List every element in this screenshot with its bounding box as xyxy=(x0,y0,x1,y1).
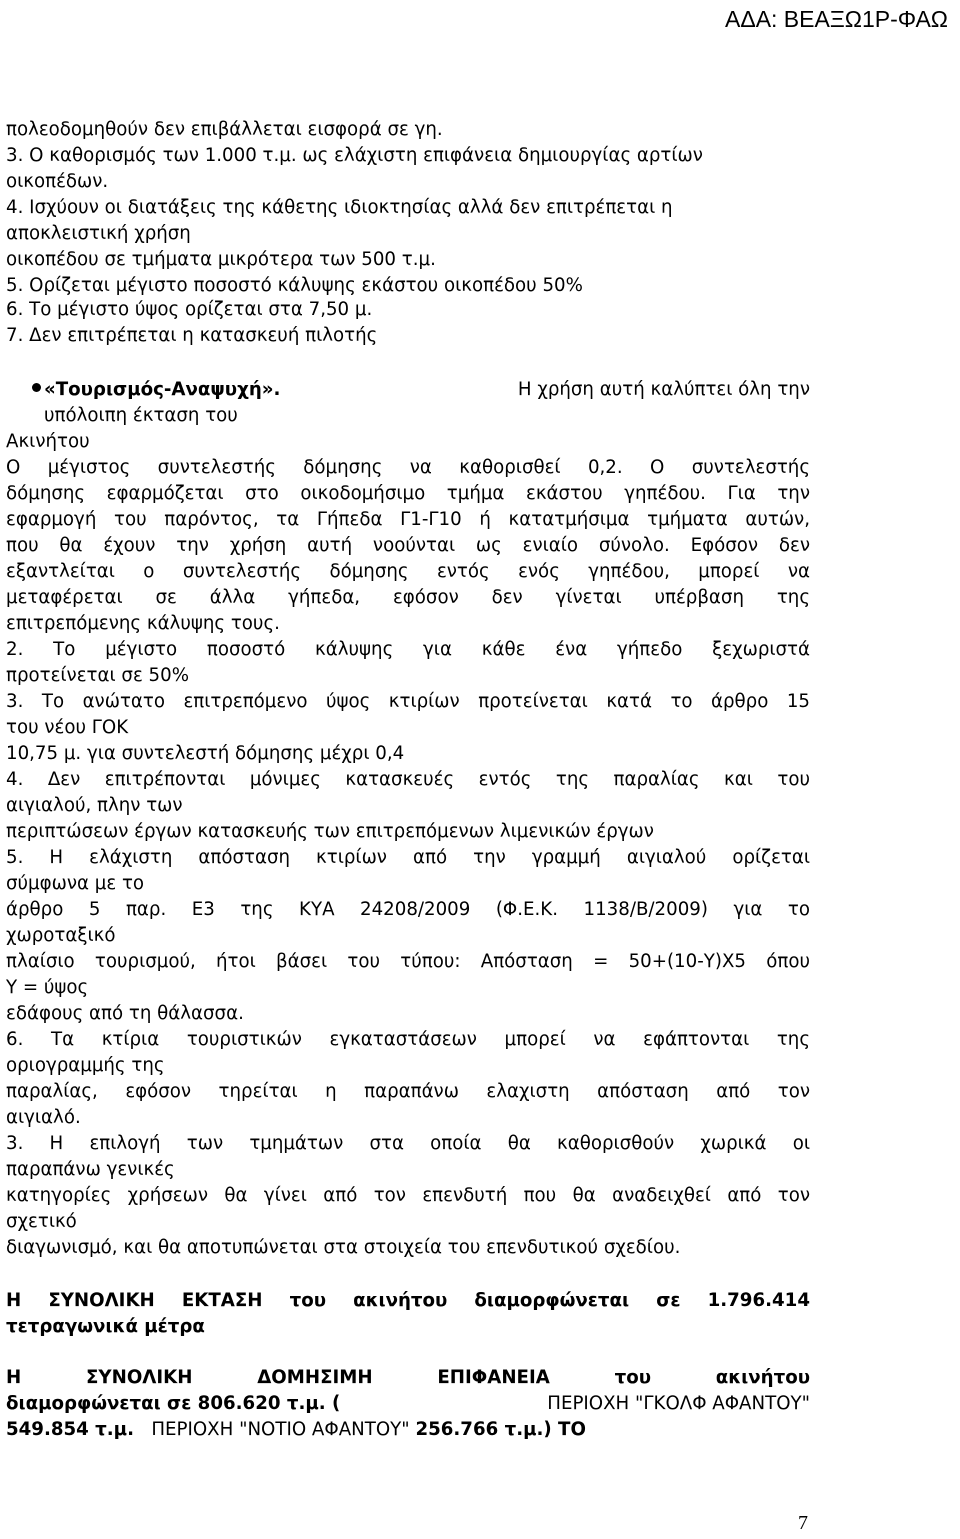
text-line: που θα έχουν την χρήση αυτή νοούνται ως ενιαίο σύνολο. Εφόσον δεν xyxy=(6,535,810,556)
text-line: 3. Ο καθορισμός των 1.000 τ.μ. ως ελάχιστη επιφάνεια δημιουργίας αρτίων xyxy=(6,145,703,166)
use-category: «Τουρισμός-Αναψυχή». xyxy=(44,379,281,400)
text-line: 3. Το ανώτατο επιτρεπόμενο ύψος κτιρίων προτείνεται κατά το άρθρο 15 xyxy=(6,691,810,712)
text-line: 7. Δεν επιτρέπεται η κατασκευή πιλοτής xyxy=(6,325,378,346)
text-line: μεταφέρεται σε άλλα γήπεδα, εφόσον δεν γίνεται υπέρβαση της xyxy=(6,587,810,608)
text-line: 6. Τα κτίρια τουριστικών εγκαταστάσεων μπορεί να εφάπτονται της xyxy=(6,1029,810,1050)
south-area-value: 256.766 τ.μ.) ΤΟ xyxy=(415,1419,586,1440)
text-line: του νέου ΓΟΚ xyxy=(6,717,129,738)
ada-header: ΑΔΑ: ΒΕΑΞΩ1Ρ-ΦΑΩ xyxy=(724,6,948,32)
text-line: 5. Η ελάχιστη απόσταση κτιρίων από την γραμμή αιγιαλού ορίζεται xyxy=(6,847,810,868)
built-area-detail-line-2 xyxy=(6,1418,586,1442)
bullet-icon xyxy=(32,383,41,392)
text-line: 10,75 μ. για συντελεστή δόμησης μέχρι 0,4 xyxy=(6,743,405,764)
text-line: 2. Το μέγιστο ποσοστό κάλυψης για κάθε ένα γήπεδο ξεχωριστά xyxy=(6,639,810,660)
text-line: οριογραμμής της xyxy=(6,1055,165,1076)
text-line: σύμφωνα με το xyxy=(6,873,145,894)
text-line: Υ = ύψος xyxy=(6,977,89,998)
text-line: χωροταξικό xyxy=(6,925,116,946)
text-line: επιτρεπόμενης κάλυψης τους. xyxy=(6,613,280,634)
text-line: παραλίας, εφόσον τηρείται η παραπάνω ελαχιστη απόσταση από τον xyxy=(6,1081,810,1102)
text-line: διαγωνισμό, και θα αποτυπώνεται στα στοιχεία του επενδυτικού σχεδίου. xyxy=(6,1237,681,1258)
text-line: 4. Δεν επιτρέπονται μόνιμες κατασκευές εντός της παραλίας και του xyxy=(6,769,810,790)
total-area-unit: τετραγωνικά μέτρα xyxy=(6,1316,205,1337)
text-line: εδάφους από τη θάλασσα. xyxy=(6,1003,244,1024)
text-line: οικοπέδων. xyxy=(6,171,109,192)
bullet-text: Η χρήση αυτή καλύπτει όλη την xyxy=(517,379,810,400)
text-line: εξαντλείται ο συντελεστής δόμησης εντός ενός γηπέδου, μπορεί να xyxy=(6,561,810,582)
south-area-label: ΠΕΡΙΟΧΗ "ΝΟΤΙΟ ΑΦΑΝΤΟΥ" xyxy=(151,1419,410,1440)
text-line: 3. Η επιλογή των τμημάτων στα οποία θα καθορισθούν χωρικά οι xyxy=(6,1133,810,1154)
text-line: κατηγορίες χρήσεων θα γίνει από τον επενδυτή που θα αναδειχθεί από τον xyxy=(6,1185,810,1206)
text-line: αιγιαλό. xyxy=(6,1107,81,1128)
bullet-line xyxy=(44,378,810,402)
golf-area-value: 549.854 τ.μ. xyxy=(6,1419,134,1440)
text-line: πλαίσιο τουρισμού, ήτοι βάσει του τύπου: Απόσταση = 50+(10-Υ)Χ5 όπου xyxy=(6,951,810,972)
page-number: 7 xyxy=(798,1512,808,1534)
text-line: 5. Ορίζεται μέγιστο ποσοστό κάλυψης εκάστου οικοπέδου 50% xyxy=(6,275,583,296)
text-line: Ακινήτου xyxy=(6,431,90,452)
text-line: εφαρμογή του παρόντος, τα Γήπεδα Γ1-Γ10 ή κατατμήσιμα τμήματα αυτών, xyxy=(6,509,810,530)
bullet-continuation: υπόλοιπη έκταση του xyxy=(44,405,238,426)
text-line: 6. Το μέγιστο ύψος ορίζεται στα 7,50 μ. xyxy=(6,299,373,320)
text-line: οικοπέδου σε τμήματα μικρότερα των 500 τ.μ. xyxy=(6,249,436,270)
text-line: αποκλειστική χρήση xyxy=(6,223,191,244)
text-line: Ο μέγιστος συντελεστής δόμησης να καθορισθεί 0,2. Ο συντελεστής xyxy=(6,457,810,478)
total-area-line: Η ΣΥΝΟΛΙΚΗ ΕΚΤΑΣΗ του ακινήτου διαμορφώνεται σε 1.796.414 xyxy=(6,1290,810,1311)
text-line: σχετικό xyxy=(6,1211,77,1232)
text-line: πολεοδομηθούν δεν επιβάλλεται εισφορά σε γη. xyxy=(6,119,443,140)
text-line: δόμησης εφαρμόζεται στο οικοδομήσιμο τμήμα εκάστου γηπέδου. Για την xyxy=(6,483,810,504)
text-line: προτείνεται σε 50% xyxy=(6,665,189,686)
text-line: άρθρο 5 παρ. Ε3 της ΚΥΑ 24208/2009 (Φ.Ε.Κ. 1138/Β/2009) για το xyxy=(6,899,810,920)
text-line: 4. Ισχύουν οι διατάξεις της κάθετης ιδιοκτησίας αλλά δεν επιτρέπεται η xyxy=(6,197,673,218)
text-line: παραπάνω γενικές xyxy=(6,1159,175,1180)
built-area-detail-line xyxy=(6,1392,810,1416)
total-built-area-line: Η ΣΥΝΟΛΙΚΗ ΔΟΜΗΣΙΜΗ ΕΠΙΦΑΝΕΙΑ του ακινήτου xyxy=(6,1367,810,1388)
text-line: αιγιαλού, πλην των xyxy=(6,795,183,816)
golf-area-label: ΠΕΡΙΟΧΗ "ΓΚΟΛΦ ΑΦΑΝΤΟΥ" xyxy=(547,1393,810,1414)
text-line: περιπτώσεων έργων κατασκευής των επιτρεπόμενων λιμενικών έργων xyxy=(6,821,654,842)
built-area-value: διαμορφώνεται σε 806.620 τ.μ. ( xyxy=(6,1393,341,1414)
